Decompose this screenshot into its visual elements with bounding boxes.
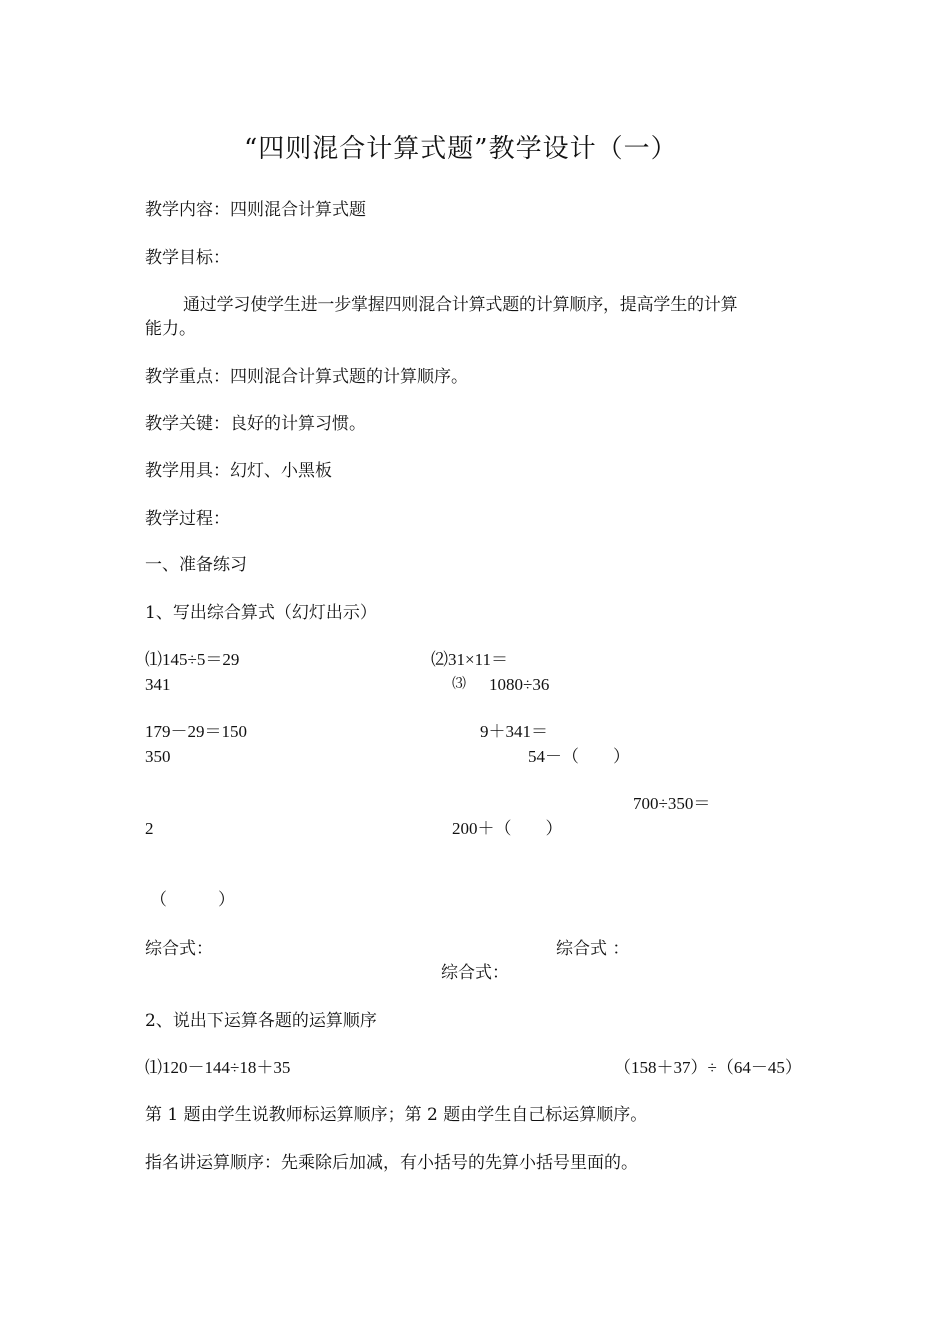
section-heading-1: 一、准备练习	[145, 555, 247, 575]
exercise-1-line-1: ⑴145÷5＝29	[145, 650, 240, 669]
exercise-1-line-5: 2	[145, 819, 154, 838]
order-note-2: 指名讲运算顺序：先乘除后加减，有小括号的先算小括号里面的。	[145, 1153, 638, 1173]
combined-formula-1: 综合式：	[145, 939, 213, 959]
exercise-3-line-2: 54－（ ）	[528, 747, 630, 766]
teaching-tools-line: 教学用具：幻灯、小黑板	[145, 461, 332, 481]
exercise-2-line-1: ⑵31×11＝	[431, 650, 508, 669]
exercise-2-line-3: 9＋341＝	[480, 722, 548, 741]
teaching-goal-label: 教学目标：	[145, 248, 230, 268]
exercise-1-line-2: 341	[145, 675, 171, 694]
exercise-2-line-4: 200＋（ ）	[452, 819, 563, 838]
teaching-goal-text-1: 通过学习使学生进一步掌握四则混合计算式题的计算顺序，提高学生的计算	[183, 295, 738, 315]
order-note-1: 第 1 题由学生说教师标运算顺序；第 2 题由学生自己标运算顺序。	[145, 1105, 648, 1125]
combined-formula-2: 综合式 ：	[556, 939, 630, 959]
exercise-3-line-1: 1080÷36	[489, 675, 550, 694]
teaching-key-line: 教学关键：良好的计算习惯。	[145, 414, 366, 434]
order-question-1: ⑴120－144÷18＋35	[145, 1058, 291, 1077]
exercise-1-line-3: 179－29＝150	[145, 722, 247, 741]
combined-formula-3: 综合式：	[441, 963, 509, 983]
exercise-1-line-4: 350	[145, 747, 171, 766]
order-question-2: （158＋37）÷（64－45）	[614, 1058, 802, 1077]
document-title: “四则混合计算式题”教学设计（一）	[244, 134, 678, 164]
exercise-3-line-3: 700÷350＝	[633, 794, 711, 813]
teaching-process-label: 教学过程：	[145, 509, 230, 529]
exercise-3-label: ⑶	[452, 677, 466, 692]
item-heading-2: 2、说出下运算各题的运算顺序	[145, 1011, 377, 1031]
teaching-goal-text-2: 能力。	[145, 319, 196, 339]
teaching-content-line: 教学内容：四则混合计算式题	[145, 200, 366, 220]
exercise-1-blank-paren: （ ）	[150, 890, 235, 910]
item-heading-1: 1、写出综合算式（幻灯出示）	[145, 603, 377, 623]
teaching-focus-line: 教学重点：四则混合计算式题的计算顺序。	[145, 367, 468, 387]
